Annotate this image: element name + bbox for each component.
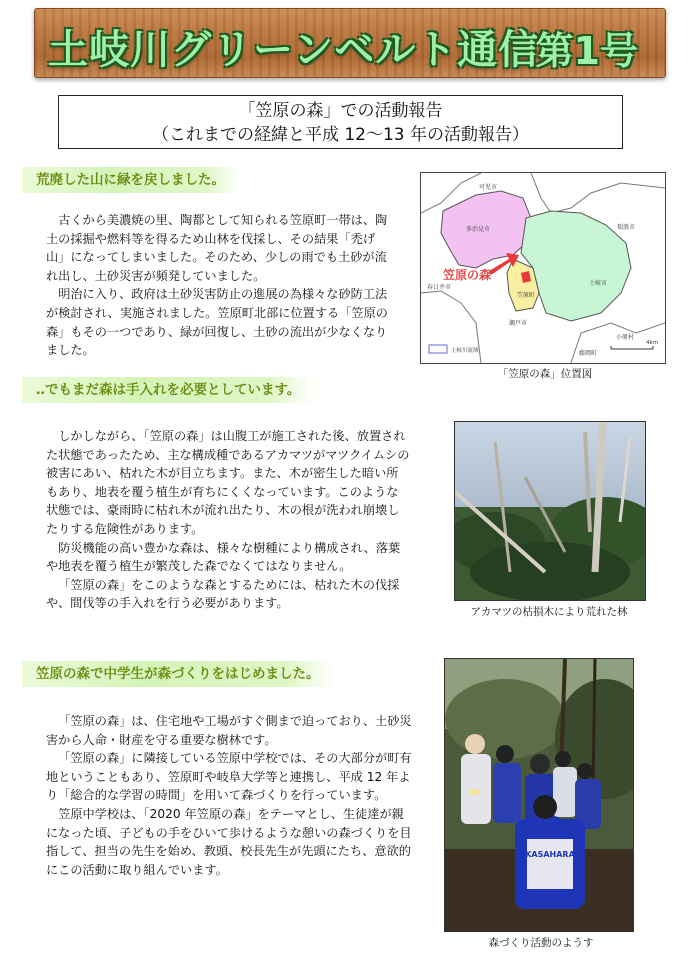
map-place-label: 瑞浪市 <box>617 224 636 231</box>
section1-paragraph: 古くから美濃焼の里、陶都として知られる笠原町一帯は、陶土の採掘や燃料等を得るため山林を伐採し、その結果「禿げ山」になってしまいました。そのため、少しの雨でも土砂が流れ出し、土砂災害が頻発していました。 <box>46 213 388 283</box>
forest-activity-photo-caption: 森づくり活動のようす <box>488 937 594 949</box>
legend-label: 土岐川流域 <box>451 348 479 354</box>
map-place-label: 笠原町 <box>517 292 536 299</box>
map-place-label: 小原村 <box>616 334 635 341</box>
map-caption: 「笠原の森」位置図 <box>497 368 593 380</box>
forest-activity-photo <box>444 658 634 932</box>
legend-swatch <box>429 345 447 353</box>
section3-body <box>46 712 414 879</box>
section1-heading: 荒廃した山に緑を戻しました。 <box>22 167 239 193</box>
location-map <box>420 172 666 364</box>
map-place-label: 瀬戸市 <box>509 320 528 327</box>
scale-label: 4km <box>646 340 659 346</box>
map-place-label: 春日井市 <box>427 284 452 291</box>
section2-body <box>46 427 410 613</box>
newsletter-title: 土岐川グリーンベルト通信 <box>48 27 540 73</box>
section3-paragraph: 「笠原の森」に隣接している笠原中学校では、その大部分が町有地ということもあり、笠原町や岐阜大学等と連携し、平成 12 年より「総合的な学習の時間」を用いて森づくりを行っています。 <box>46 751 412 803</box>
map-place-label: 土岐市 <box>589 280 608 287</box>
location-map-graphic <box>421 173 665 363</box>
report-title-line1: 「笠原の森」での活動報告 <box>238 101 443 121</box>
jersey-text: KASAHARA <box>525 850 575 859</box>
map-place-label: 多治見市 <box>466 226 491 233</box>
section3-heading: 笠原の森で中学生が森づくりをはじめました。 <box>22 661 334 687</box>
report-title-line2: （これまでの経緯と平成 12〜13 年の活動報告） <box>151 125 530 145</box>
section1-body <box>46 211 392 360</box>
section3-paragraph: 笠原中学校は、「2020 年笠原の森」をテーマとし、生徒達が親になった頃、子どもの手をひいて歩けるような憩いの森づくりを目指して、担当の先生を始め、教頭、校長先生が先頭にたち、意欲的にこの活動に取り組んでいます。 <box>46 806 412 877</box>
map-place-label: 藤岡町 <box>579 350 598 357</box>
toki-region <box>521 211 631 321</box>
dead-pine-photo-caption: アカマツの枯損木により荒れた林 <box>470 606 628 618</box>
dead-pine-photo <box>454 421 646 601</box>
section2-heading: ‥でもまだ森は手入れを必要としています。 <box>22 377 314 403</box>
section2-paragraph: 防災機能の高い豊かな森は、様々な樹種により構成され、落葉や地表を覆う植生が繁茂した森でなくてはなりません。 <box>46 540 401 574</box>
section3-paragraph: 「笠原の森」は、住宅地や工場がすぐ側まで迫っており、土砂災害から人命・財産を守る重要な樹林です。 <box>46 714 412 747</box>
forest-map-label: 笠原の森 <box>443 268 492 282</box>
newsletter-banner <box>34 8 666 78</box>
section2-paragraph: 「笠原の森」をこのような森とするためには、枯れた木の伐採や、間伐等の手入れを行う必要があります。 <box>46 577 400 611</box>
section2-paragraph: しかしながら、「笠原の森」は山腹工が施工された後、放置された状態であったため、主な構成種であるアカマツがマツクイムシの被害にあい、枯れた木が目立ちます。また、木が密生した暗い所もあり、地表を覆う植生が育ちにくくなっています。このような状態では、豪雨時に枯れ木が流れ出たり、木の根が洗われ崩壊したりする危険性があります。 <box>46 429 410 536</box>
issue-number: 第1号 <box>535 29 638 73</box>
report-title-box <box>58 95 623 149</box>
map-place-label: 可児市 <box>479 184 498 191</box>
section1-paragraph: 明治に入り、政府は土砂災害防止の進展の為様々な砂防工法が検討され、実施されました。笠原町北部に位置する「笠原の森」もその一つであり、緑が回復し、土砂の流出が少なくなりました。 <box>46 287 388 358</box>
